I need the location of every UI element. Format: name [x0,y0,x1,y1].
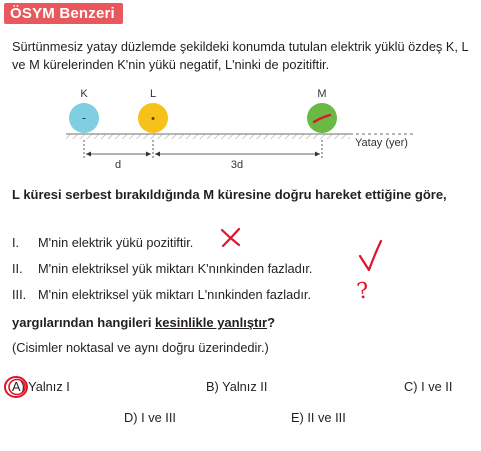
option-a-text: Yalnız I [28,379,70,394]
spheres-figure [0,84,481,184]
prompt-after: ? [267,315,276,330]
statement-1-number: I. [12,235,20,250]
handwritten-check-mark [357,238,385,274]
distance-3d: 3d [230,159,244,171]
sphere-l-label: L [149,88,157,100]
option-b-letter: B) [206,379,219,394]
ground-hatch [66,134,350,139]
option-c-letter: C) [404,379,418,394]
statement-2-number: II. [12,261,23,276]
option-e[interactable] [291,410,346,425]
sphere-l [138,88,168,133]
option-e-letter: E) [291,410,304,425]
option-d-text: I ve III [141,410,176,425]
prompt-text [12,315,275,330]
handwritten-question-mark: ? [355,278,371,305]
option-d-letter: D) [124,410,138,425]
sphere-l-sign: • [151,113,155,125]
prompt-before: yargılarından hangileri [12,315,156,330]
option-c[interactable] [404,379,452,394]
option-b[interactable] [206,379,267,394]
handwritten-answer-circle [3,374,31,400]
distance-markers [84,140,322,171]
option-d[interactable] [124,410,176,425]
option-e-text: II ve III [307,410,346,425]
statement-1-text: M'nin elektrik yükü pozitiftir. [38,235,194,250]
statement-2-text: M'nin elektriksel yük miktarı K'nınkinden fazladır. [38,261,313,276]
sphere-k-sign: - [81,110,87,125]
option-a-letter: A) [12,379,25,394]
handwritten-cross-mark [218,226,244,250]
surface-label: Yatay (yer) [355,137,408,149]
statement-3-text: M'nin elektriksel yük miktarı L'nınkinden fazladır. [38,287,312,302]
question-text: L küresi serbest bırakıldığında M küresine doğru hareket ettiğine göre, [12,187,447,202]
statement-2 [12,260,312,278]
statement-1 [12,234,193,252]
problem-text: Sürtünmesiz yatay düzlemde şekildeki konumda tutulan elektrik yüklü özdeş K, L ve M kürelerinden K'nin yükü negatif, L'ninki de pozitiftir. [12,39,469,72]
osym-benzeri-badge: ÖSYM Benzeri [4,3,123,24]
statement-3-number: III. [12,287,27,302]
option-c-text: I ve II [421,379,453,394]
note-text: (Cisimler noktasal ve aynı doğru üzerindedir.) [12,340,269,355]
sphere-m [307,88,337,133]
sphere-k-label: K [80,88,88,100]
option-b-text: Yalnız II [222,379,268,394]
sphere-m-label: M [317,88,327,100]
statement-3 [12,286,311,304]
distance-d: d [114,159,122,171]
sphere-k [69,88,99,133]
prompt-emphasis: kesinlikle yanlıştır [155,315,268,330]
